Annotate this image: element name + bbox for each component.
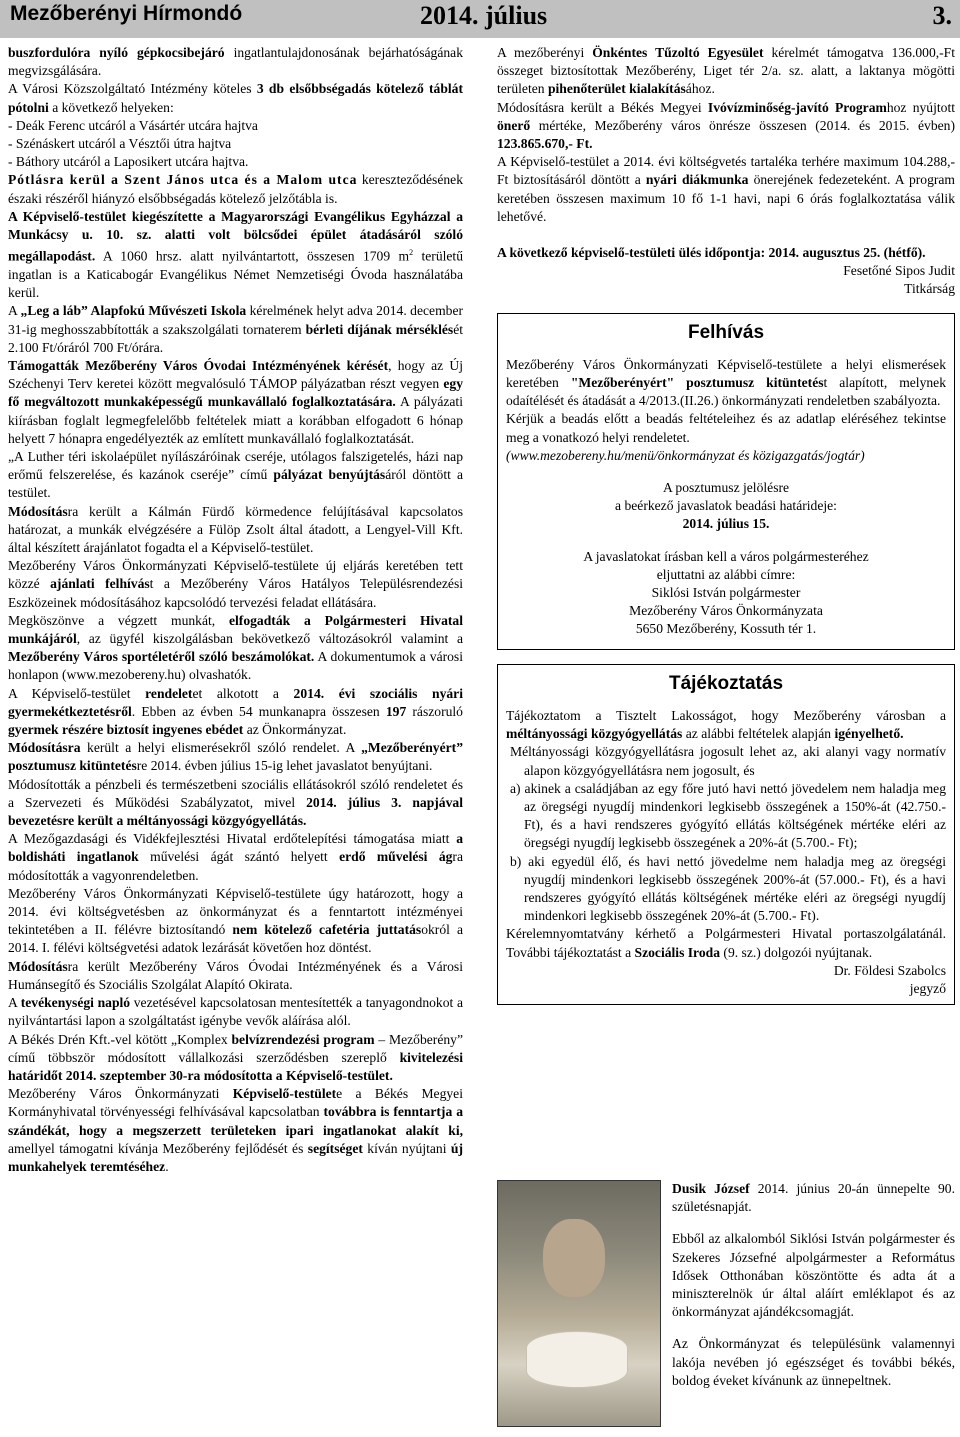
deadline: 2014. július 15. — [682, 516, 770, 532]
page-number: 3. — [932, 1, 952, 30]
centered-line: Siklósi István polgármester — [651, 585, 801, 601]
centered-line: A javaslatokat írásban kell a város polgármesteréhez — [583, 548, 869, 564]
signature-name: Dr. Földesi Szabolcs — [833, 962, 946, 978]
paragraph: Tájékoztatom a Tisztelt Lakosságot, hogy Mezőberény városban a méltányossági közgyógyellátás az alábbi feltételek alapján igényelhető. — [506, 707, 946, 742]
paragraph: Méltányossági közgyógyellátásra jogosult lehet az, aki alanyi vagy normatív alapon közgyógyellátásra nem jogosult, és — [510, 744, 946, 778]
paragraph: A Mezőgazdasági és Vidékfejlesztési Hivatal erdőtelepítési támogatása miatt a boldisháti ingatlanok művelési ágát szántó helyett erdő művelési ágra módosították a vagyonrendeletben. — [8, 831, 463, 883]
paragraph: Mezőberény Város Önkormányzati Képviselő-testülete a Békés Megyei Kormányhivatal törvényességi felhívásával kapcsolatban továbbra is fenntartja a szándékát, hogy a megszerzett területeken ipari ingatlanokat alakít ki, amellyel támogatni kívánja Mezőberény fejlődését és segítséget kíván nyújtani új munkahelyek teremtéséhez. — [8, 1086, 463, 1174]
paragraph: buszfordulóra nyíló gépkocsibejáró ingatlantulajdonosának bejárhatóságának megvizsgálására. — [8, 45, 463, 79]
list-item: - Szénáskert utcáról a Vésztői útra hajtva — [8, 136, 232, 152]
paragraph: A Képviselő-testület rendeletet alkotott a 2014. évi szociális nyári gyermekétkeztetésről. Ebben az évben 54 munkanapra összesen 197 rászoruló gyermek részére biztosít ingyenes ebédet az Önkormányzat. — [8, 685, 463, 738]
paragraph: (www.mezobereny.hu/menü/önkormányzat és közigazgatás/jogtár) — [506, 447, 865, 463]
paragraph: Mezőberény Város Önkormányzati Képviselő-testülete új eljárás keretében tett közzé ajánlati felhívást a Mezőberény Város Hatályos Településrendezési Eszközeinek módosításához kapcsolódó tervezési feladat ellátására. — [8, 558, 464, 610]
paragraph: A Képviselő-testület a 2014. évi költségvetés tartaléka terhére maximum 104.288,- Ft biztosításáról döntött a nyári diákmunka önerejének fedezeteként. A program keretében összesen maximum 10 fő 1-1 havi, napi 6 órás foglalkoztatása válik lehetővé. — [497, 154, 955, 224]
list-item: - Báthory utcáról a Laposikert utcára hajtva. — [8, 154, 249, 170]
felhivas-title: Felhívás — [687, 321, 765, 343]
paragraph: „A Luther téri iskolaépület nyílászáróinak cseréje, utólagos falszigetelés, házi nap erőmű felszerelése, és kazánok cseréje” című pályázat benyújtásáról döntött a testület. — [8, 449, 463, 501]
paragraph: Módosították a pénzbeli és természetbeni szociális ellátásokról szóló rendeletet és a Szervezeti és Működési Szabályzatot, mivel 2014. július 3. napjával bevezetésre került a méltányossági közgyógyellátás. — [8, 776, 463, 829]
paragraph: Módosításra került a Kálmán Fürdő körmedence felújításával kapcsolatos határozat, a munkák elvégzésére a Fülöp Zsolt által átadott, a Lengyel-Vill Kft. által készített árajánlatot fogadta el a Képviselő-testület. — [8, 503, 463, 556]
paragraph: Módosításra került Mezőberény Város Óvodai Intézményének és a Városi Humánsegítő és Szociális Szolgálat Alapító Okirata. — [8, 958, 463, 992]
signature-role: Titkárság — [904, 281, 955, 297]
paragraph: Mezőberény Város Önkormányzati Képviselő-testülete úgy határozott, hogy a 2014. évi költségvetésben az önkormányzat és a fenntartott intézményei tekintetében a II. félévre biztosítandó nem kötelező cafetéria juttatásokról a 2014. I. félévi költségvetési adatok lezárását követően hoz döntést. — [8, 885, 463, 956]
paragraph: Ebből az alkalomból Siklósi István polgármester és Szekeres Józsefné alpolgármester a Református Idősek Otthonában köszöntötte és adta át a miniszterelnök úr által aláírt emléklapot és az önkormányzat ajándékcsomagját. — [672, 1231, 955, 1320]
paragraph: Kérjük a beadás előtt a beadás feltételeihez és az adatlap eléréséhez tekintse meg a vonatkozó helyi rendeletet. — [506, 411, 946, 445]
paragraph: Pótlásra kerül a Szent János utca és a Malom utca kereszteződésének északi részéről hiányzó elsőbbségadás kötelező jelzőtábla is. — [8, 172, 463, 206]
paragraph: A Békés Drén Kft.-vel kötött „Komplex belvízrendezési program – Mezőberény” című többször módosított vállalkozási szerződésben szereplő kivitelezési határidőt 2014. szeptember 30-ra módosította a Képviselő-testület. — [8, 1031, 463, 1083]
paragraph: Módosításra került a helyi elismerésekről szóló rendelet. A „Mezőberényért” posztumusz kitüntetésre 2014. évben július 15-ig lehet javaslatot benyújtani. — [8, 740, 463, 774]
left-column — [8, 44, 463, 1176]
tajekoztatas-box — [497, 664, 955, 1005]
paragraph: A Képviselő-testület kiegészítette a Magyarországi Evangélikus Egyházzal a Munkácsy u. 10. sz. alatti volt bölcsődei épület átadásáról szóló megállapodást. A 1060 hrsz. alatt nyilvántartott, összesen 1709 $m^2$ területű ingatlan is a Katicabogár Evangélikus Német Nemzetiségi Óvoda használatába kerül. — [8, 208, 463, 301]
paragraph: A tevékenységi napló vezetésével kapcsolatosan mentesítették a tanyagondnokot a nyilvántartási lapon a szolgáltatást igénybe vevők aláírása alól. — [8, 995, 463, 1029]
page-header — [0, 0, 960, 38]
list-item: - Deák Ferenc utcáról a Vásártér utcára hajtva — [8, 117, 258, 133]
paragraph: Dusik József 2014. június 20-án ünnepelte 90. születésnapját. — [672, 1181, 955, 1215]
right-column — [497, 44, 955, 1005]
birthday-photo — [497, 1180, 661, 1427]
paragraph: Kérelemnyomtatvány kérhető a Polgármesteri Hivatal portaszolgálatánál. További tájékoztatást a Szociális Iroda (9. sz.) dolgozói nyújtanak. — [506, 926, 946, 960]
paragraph: Támogatták Mezőberény Város Óvodai Intézményének kérését, hogy az Új Széchenyi Terv keretei között megvalósuló TÁMOP pályázatban részt vegyen egy fő megváltozott munkaképességű munkavállaló foglalkoztatására. A pályázati kiírásban foglalt legmegfelelőbb feltételek miatt a korábban elfogadott 6 hónap helyett 7 hónapra engedélyezték az említett munkavállaló foglalkoztatását. — [8, 357, 463, 446]
signature-name: Fesetőné Sipos Judit — [843, 263, 955, 279]
signature-role: jegyző — [909, 980, 946, 996]
centered-line: A posztumusz jelölésre — [662, 480, 790, 496]
issue-date: 2014. július — [420, 1, 548, 30]
birthday-section — [497, 1180, 955, 1430]
centered-line: eljuttatni az alábbi címre: — [656, 566, 796, 582]
birthday-cake — [526, 1331, 628, 1388]
paragraph: Megköszönve a végzett munkát, elfogadták a Polgármesteri Hivatal munkájáról, az ügyfél kiszolgálásban bekövetkező változásokról valamint a Mezőberény Város sportéletéről szóló beszámolókat. A dokumentumok a városi honlapon (www.mezobereny.hu) olvashatók. — [8, 612, 463, 683]
paragraph: A mezőberényi Önkéntes Tűzoltó Egyesület kérelmét támogatva 136.000,-Ft összeget biztosítottak Mezőberény, Liget tér 2/a. sz. alatt, a laktanya mögötti területen pihenőterület kialakításához. — [497, 45, 955, 97]
centered-line: Mezőberény Város Önkormányzata — [629, 603, 823, 619]
paragraph: Az Önkormányzat és településünk valamennyi lakója nevében jó egészséget és további békés, boldog éveket kívánunk az ünnepeltnek. — [672, 1336, 955, 1388]
birthday-text — [672, 1180, 955, 1390]
paragraph: Mezőberény Város Önkormányzati Képviselő-testülete a helyi elismerések keretében "Mezőberényért" posztumusz kitüntetést alapított, melynek odaítélését és átadását a 4/2013.(II.26.) önkormányzati rendeletben szabályozta. — [506, 356, 947, 409]
tajekoztatas-title: Tájékoztatás — [668, 672, 784, 694]
centered-line: 5650 Mezőberény, Kossuth tér 1. — [635, 621, 817, 637]
next-meeting: A következő képviselő-testületi ülés időpontja: 2014. augusztus 25. (hétfő). — [497, 245, 926, 261]
paragraph: A „Leg a láb” Alapfokú Művészeti Iskola kérelmének helyt adva 2014. december 31-ig meghosszabbították a szakszolgálati tornaterem bérleti díjának mérséklését 2.100 Ft/óráról 700 Ft/órára. — [8, 303, 464, 355]
condition-a: a) akinek a családjában az egy főre jutó havi nettó jövedelem nem haladja meg az öregségi nyugdíj mindenkori legkisebb összegének a 150%-át (42.750.- Ft), és a havi rendszeres gyógyító ellátás költségének mértéke eléri az öregségi nyugdíj legkisebb összegének a 20%-át (5.700.- Ft); — [510, 780, 946, 851]
newspaper-title: Mezőberényi Hírmondó — [10, 2, 243, 25]
condition-b: b) aki egyedül élő, és havi nettó jövedelme nem haladja meg az öregségi nyugdíj mindenkori legkisebb összegének 200%-át (57.000.- Ft), és a havi rendszeres gyógyító ellátás költségének mértéke eléri az öregségi nyugdíj mindenkori legkisebb összegének 20%-át (5.700.- Ft). — [510, 853, 946, 924]
felhivas-box — [497, 313, 955, 650]
portrait-face — [543, 1219, 605, 1297]
paragraph: A Városi Közszolgáltató Intézmény köteles 3 db elsőbbségadás kötelező táblát pótolni a következő helyeken: — [8, 81, 464, 115]
centered-line: a beérkező javaslatok beadási határideje: — [615, 498, 837, 514]
paragraph: Módosításra került a Békés Megyei Ivóvízminőség-javító Programhoz nyújtott önerő mértéke, Mezőberény város önrésze összesen (2014. és 2015. évben) 123.865.670,- Ft. — [497, 99, 955, 152]
